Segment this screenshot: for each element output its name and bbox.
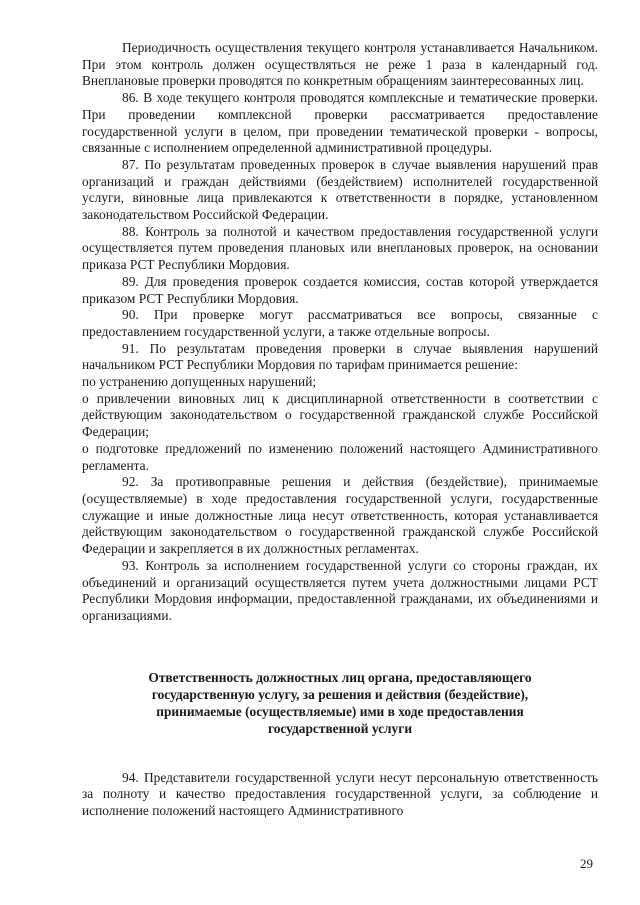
paragraph-periodicity: Периодичность осуществления текущего контроля устанавливается Начальником. При этом контроль должен осуществляться не реже 1 раза в календарный год. Внеплановые проверки проводятся по конкретным обращениям заинтересованных лиц. [82, 40, 598, 89]
paragraph-91: 91. По результатам проведения проверки в случае выявления нарушений начальником РСТ Республики Мордовия по тарифам принимается решение: [82, 340, 598, 373]
paragraph-94: 94. Представители государственной услуги несут персональную ответственность за полноту и качество предоставления государственной услуги, за соблюдение и исполнение положений настоящего Административного [82, 769, 598, 819]
page-content [82, 40, 598, 820]
paragraph-91-item-remedy: по устранению допущенных нарушений; [82, 374, 317, 390]
paragraph-87: 87. По результатам проведенных проверок в случае выявления нарушений прав организаций и граждан действиями (бездействием) исполнителей государственной услуги, виновные лица привлекаются к ответственности в порядке, установленном законодательством Российской Федерации. [82, 156, 598, 223]
paragraph-91-item-discipline: о привлечении виновных лиц к дисциплинарной ответственности в соответствии с действующим законодательством о государственной гражданской службе Российской Федерации; [82, 390, 598, 440]
paragraph-92: 92. За противоправные решения и действия (бездействие), принимаемые (осуществляемые) в ходе предоставления государственной услуги, государственные служащие и иные должностные лица несут ответственность, которая устанавливается действующим законодательством о государственной гражданской службе Российской Федерации и закрепляется в их должностных регламентах. [82, 474, 598, 557]
paragraph-93: 93. Контроль за исполнением государственной услуги со стороны граждан, их объединений и организаций осуществляется путем учета должностными лицами РСТ Республики Мордовия информации, предоставленной гражданами, их объединениями и организациями. [82, 557, 598, 623]
paragraph-89: 89. Для проведения проверок создается комиссия, состав которой утверждается приказом РСТ Республики Мордовия. [82, 273, 598, 306]
page-number: 29 [580, 856, 593, 871]
paragraph-91-item-proposals: о подготовке предложений по изменению положений настоящего Административного регламента. [82, 440, 598, 473]
section-heading: Ответственность должностных лиц органа, предоставляющего государственную услугу, за решения и действия (бездействие), принимаемые (осуществляемые) ими в ходе предоставления государственной услуги [148, 669, 532, 736]
paragraph-90: 90. При проверке могут рассматриваться все вопросы, связанные с предоставлением государственной услуги, а также отдельные вопросы. [82, 307, 598, 339]
paragraph-88: 88. Контроль за полнотой и качеством предоставления государственной услуги осуществляется путем проведения плановых или внеплановых проверок, на основании приказа РСТ Республики Мордовия. [82, 223, 598, 273]
paragraph-86: 86. В ходе текущего контроля проводятся комплексные и тематические проверки. При проведении комплексной проверки рассматривается предоставление государственной услуги в целом, при проведении тематической проверки - вопросы, связанные с исполнением определенной административной процедуры. [82, 90, 598, 156]
